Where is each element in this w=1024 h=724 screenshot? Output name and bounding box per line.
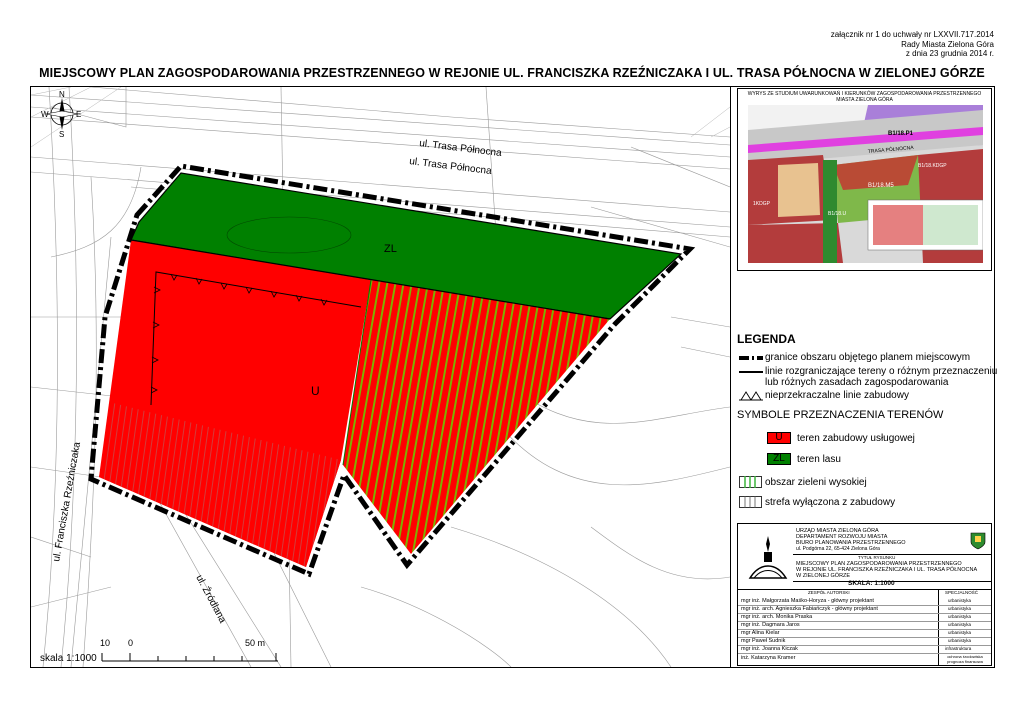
tb-team-row-1-name: mgr inż. Małgorzata Maśko-Horyza - główny projektant xyxy=(741,598,874,604)
compass-w: W xyxy=(41,110,49,119)
legend-boundary-text: granice obszaru objętego planem miejscowym xyxy=(765,352,971,363)
compass-e: E xyxy=(76,110,82,119)
zone-label-u: U xyxy=(311,384,320,398)
legend-u-text: teren zabudowy usługowej xyxy=(797,433,915,444)
tb-scale: SKALA: 1:1000 xyxy=(848,580,895,587)
attachment-line-2: Rady Miasta Zielona Góra xyxy=(901,39,994,49)
inset-label-p1: B1/18.P1 xyxy=(888,131,914,137)
north-arrow-icon xyxy=(46,98,78,130)
legend-excluded-swatch xyxy=(739,496,763,508)
inset-caption-2: MIASTA ZIELONA GÓRA xyxy=(836,97,893,103)
tb-team-row-3-name: mgr inż. arch. Monika Praska xyxy=(741,614,813,620)
tb-team-row-2-name: mgr inż. arch. Agnieszka Fabiańczyk - główny projektant xyxy=(741,606,878,612)
street-label-zrodlana: ul. Źródlana xyxy=(193,573,228,626)
map-view[interactable] xyxy=(31,87,730,667)
tb-team-row-7-name: mgr inż. Joanna Kiczak xyxy=(741,646,798,652)
legend-title: LEGENDA xyxy=(737,332,796,346)
tb-team-row-4-spec: urbanistyka xyxy=(948,622,972,627)
tb-office-2: DEPARTAMENT ROZWOJU MIASTA xyxy=(796,534,888,540)
tb-team-row-6-spec: urbanistyka xyxy=(948,638,972,643)
zone-u-high-green[interactable] xyxy=(343,280,610,554)
compass-s: S xyxy=(59,130,65,139)
legend-boundary-symbol xyxy=(739,352,765,364)
legend-division-text-1: linie rozgraniczające tereny o różnym przeznaczeniu xyxy=(765,366,998,377)
study-extract-inset xyxy=(737,88,992,271)
legend-zl-text: teren lasu xyxy=(797,454,841,465)
inset-label-kdgp: B1/18.KDGP xyxy=(918,163,947,169)
zone-label-zl: ZL xyxy=(384,243,397,255)
tb-team-row-8-name: inż. Katarzyna Kramer xyxy=(741,655,796,661)
legend-building-line-symbol xyxy=(739,390,765,402)
compass-n: N xyxy=(59,90,65,99)
scale-bar xyxy=(40,637,320,667)
tb-team-header: ZESPÓŁ AUTORSKI xyxy=(808,590,850,595)
attachment-line-3: z dnia 23 grudnia 2014 r. xyxy=(905,49,994,58)
legend-green-text: obszar zieleni wysokiej xyxy=(765,477,867,488)
tb-team-row-1-spec: urbanistyka xyxy=(948,598,972,603)
map-svg xyxy=(31,87,730,667)
inset-caption xyxy=(738,91,991,103)
survey-hatching xyxy=(31,87,730,147)
inset-caption-1: WYRYS ZE STUDIUM UWARUNKOWAŃ I KIERUNKÓW ZAGOSPODAROWANIA PRZESTRZENNEGO xyxy=(747,91,982,97)
tb-team-row-7-spec: infrastruktura xyxy=(945,646,972,651)
inset-label-trasa: TRASA PÓŁNOCNA xyxy=(867,145,914,155)
scale-tick-0: 0 xyxy=(128,638,134,648)
tb-drawing-title-1: MIEJSCOWY PLAN ZAGOSPODAROWANIA PRZESTRZENNEGO xyxy=(796,561,962,567)
legend-division-symbol xyxy=(739,366,765,378)
legend-building-line-text: nieprzekraczalne linie zabudowy xyxy=(765,390,909,401)
legend-division-text-2: lub różnych zasadach zagospodarowania xyxy=(765,377,949,388)
tb-spec-header: SPECJALNOŚĆ xyxy=(945,590,979,595)
tb-team-row-8-spec: ochrona środowiska prognoza finansowa xyxy=(947,654,983,664)
inset-label-m5: B1/18.M5 xyxy=(868,183,894,189)
tb-team-row-3-spec: urbanistyka xyxy=(948,614,972,619)
legend-u-swatch: U xyxy=(767,432,791,444)
street-label-trasa-2: ul. Trasa Północna xyxy=(408,156,493,178)
inset-map xyxy=(748,105,983,263)
inset-label-1kdgp: 1KDGP xyxy=(753,201,770,207)
tb-team-row-5-name: mgr Alina Kielar xyxy=(741,630,780,636)
tb-team-row-4-name: mgr inż. Dagmara Jaros xyxy=(741,622,800,628)
tb-team-row-2-spec: urbanistyka xyxy=(948,606,972,611)
scale-label: skala 1:1000 xyxy=(40,653,97,664)
plan-title: MIEJSCOWY PLAN ZAGOSPODAROWANIA PRZESTRZENNEGO W REJONIE UL. FRANCISZKA RZEŹNICZAKA I UL. TRASA PÓŁNOCNA W ZIELONEJ GÓRZE xyxy=(39,66,985,80)
tb-address: ul. Podgórna 22, 65-424 Zielona Góra xyxy=(796,546,880,552)
attachment-note xyxy=(734,30,994,59)
tb-office-1: URZĄD MIASTA ZIELONA GÓRA xyxy=(796,528,879,534)
street-label-rzezniczaka: ul. Franciszka Rzeźniczaka xyxy=(51,441,83,563)
panel-divider xyxy=(730,87,731,667)
scale-ruler xyxy=(100,649,280,663)
coat-of-arms-icon xyxy=(970,532,986,550)
scale-tick-10: 10 xyxy=(100,638,111,648)
tb-office-3: BIURO PLANOWANIA PRZESTRZENNEGO xyxy=(796,540,906,546)
attachment-line-1: załącznik nr 1 do uchwały nr LXXVII.717.2014 xyxy=(830,30,994,39)
legend-symbols-title: SYMBOLE PRZEZNACZENIA TERENÓW xyxy=(737,409,944,421)
street-label-trasa-1: ul. Trasa Północna xyxy=(418,138,503,160)
legend-excluded-text: strefa wyłączona z zabudowy xyxy=(765,497,896,508)
legend-green-swatch xyxy=(739,476,763,488)
tb-drawing-title-3: W ZIELONEJ GÓRZE xyxy=(796,573,851,579)
tb-team-row-6-name: mgr Paweł Sudnik xyxy=(741,638,786,644)
tb-drawing-title-label: TYTUŁ RYSUNKU xyxy=(858,555,896,560)
inset-label-u: B1/18.U xyxy=(828,211,847,217)
city-emblem-icon xyxy=(748,532,788,582)
title-block xyxy=(737,523,992,666)
legend-zl-swatch: ZL xyxy=(767,453,791,465)
tb-team-row-5-spec: urbanistyka xyxy=(948,630,972,635)
tb-drawing-title-2: W REJONIE UL. FRANCISZKA RZEŹNICZAKA I UL. TRASA PÓŁNOCNA xyxy=(796,567,978,573)
scale-tick-50: 50 m xyxy=(245,638,266,648)
